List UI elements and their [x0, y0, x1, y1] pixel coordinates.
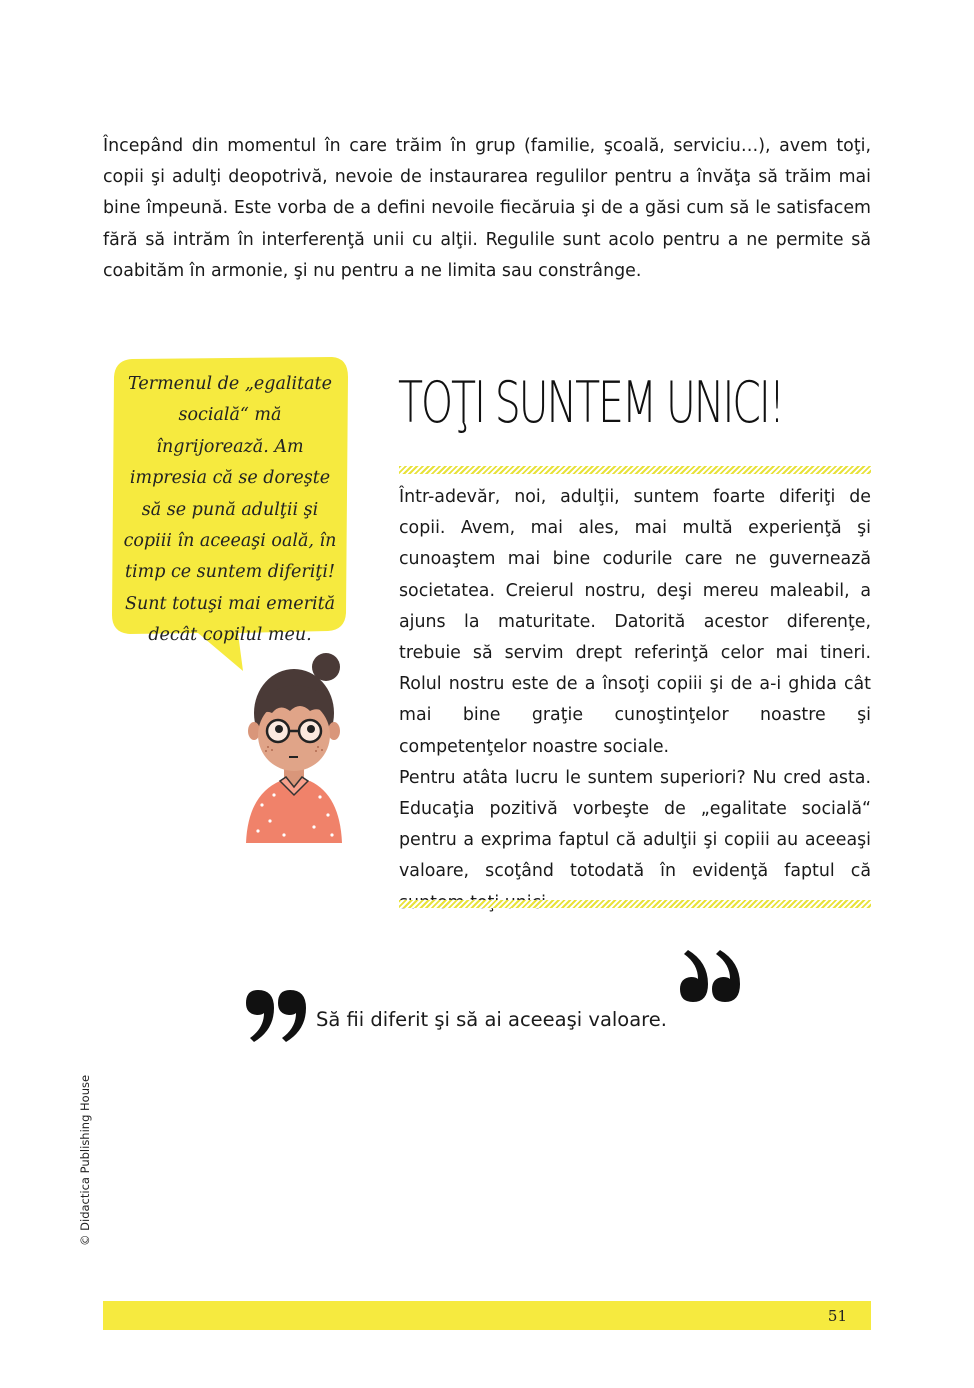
- speech-bubble: [110, 355, 350, 646]
- section-heading: TOŢI SUNTEM UNICI!: [398, 370, 784, 436]
- woman-illustration: [240, 645, 346, 845]
- section-paragraph-1: Într-adevăr, noi, adulţii, suntem foarte diferiţi de copii. Avem, mai ales, mai multă experienţă şi cunoaştem mai bine codurile care ne guvernează societatea. Creierul nostru, deşi mereu maleabil, a ajuns la maturitate. Datorită acestor diferenţe, trebuie să servim drept referinţă celor mai tineri. Rolul nostru este de a însoţi copiii şi de a-i ghida cât mai bine graţie cunoştinţelor noastre şi competenţelor noastre sociale.: [399, 487, 871, 757]
- footer-bar: [103, 1301, 871, 1330]
- copyright-notice: © Didactica Publishing House: [78, 1074, 92, 1246]
- page-number: 51: [827, 1307, 847, 1325]
- stripe-divider-bottom: [399, 900, 871, 908]
- quote-mark-open-icon: [246, 990, 308, 1042]
- section-body: [399, 482, 871, 919]
- quote-text: Să fii diferit şi să ai aceeaşi valoare.: [316, 1008, 667, 1031]
- speech-bubble-text: Termenul de „egalitate socială“ mă îngrijorează. Am impresia că se doreşte să se pună adulţii şi copiii în aceeaşi oală, în timp ce suntem diferiţi! Sunt totuşi mai emerită decât copilul meu.: [123, 374, 337, 646]
- stripe-divider-top: [399, 466, 871, 474]
- section-paragraph-2: Pentru atâta lucru le suntem superiori? Nu cred asta. Educaţia pozitivă vorbeşte de „egalitate socială“ pentru a exprima faptul că adulţii şi copiii au aceeaşi valoare, scoţând totodată în evidenţă faptul că: [399, 767, 871, 882]
- quote-mark-close-icon: [676, 950, 740, 1002]
- intro-paragraph: Începând din momentul în care trăim în grup (familie, şcoală, serviciu…), avem toţi, copii şi adulţi deopotrivă, nevoie de instaurarea regulilor pentru a învăţa să trăim mai bine împeună. Este vorba de a defini nevoile fiecăruia şi de a găsi cum să le satisfacem fără să intrăm în interferenţă unii cu alţii. Regulile sunt acolo pentru a ne permite să coabităm în armonie, şi nu pentru a ne limita sau constrânge.: [103, 136, 871, 281]
